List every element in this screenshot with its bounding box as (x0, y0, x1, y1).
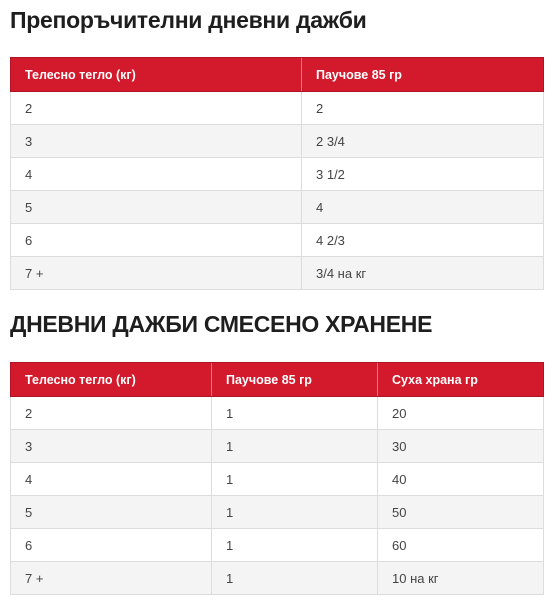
table-row (11, 224, 544, 257)
cell-body-weight: 7 + (11, 257, 302, 290)
cell-body-weight: 2 (11, 92, 302, 125)
cell-dry-food: 30 (378, 430, 544, 463)
cell-pouches: 3 1/2 (302, 158, 544, 191)
table-row (11, 430, 544, 463)
mixed-feeding-table (10, 362, 544, 595)
cell-body-weight: 3 (11, 125, 302, 158)
column-header-body-weight: Телесно тегло (кг) (11, 363, 212, 397)
table-row (11, 191, 544, 224)
cell-pouches: 1 (212, 463, 378, 496)
cell-body-weight: 4 (11, 463, 212, 496)
cell-pouches: 1 (212, 430, 378, 463)
column-header-pouches: Паучове 85 гр (302, 58, 544, 92)
cell-pouches: 1 (212, 562, 378, 595)
cell-body-weight: 7 + (11, 562, 212, 595)
cell-pouches: 3/4 на кг (302, 257, 544, 290)
column-header-pouches: Паучове 85 гр (212, 363, 378, 397)
column-header-dry-food: Суха храна гр (378, 363, 544, 397)
daily-rations-title: Препоръчителни дневни дажби (10, 7, 367, 33)
cell-pouches: 1 (212, 529, 378, 562)
cell-dry-food: 20 (378, 397, 544, 430)
cell-dry-food: 50 (378, 496, 544, 529)
cell-pouches: 2 3/4 (302, 125, 544, 158)
column-header-body-weight: Телесно тегло (кг) (11, 58, 302, 92)
table-row (11, 125, 544, 158)
cell-pouches: 4 (302, 191, 544, 224)
cell-body-weight: 3 (11, 430, 212, 463)
table-row (11, 257, 544, 290)
cell-pouches: 2 (302, 92, 544, 125)
table-row (11, 397, 544, 430)
cell-dry-food: 40 (378, 463, 544, 496)
cell-body-weight: 4 (11, 158, 302, 191)
cell-dry-food: 60 (378, 529, 544, 562)
cell-body-weight: 5 (11, 191, 302, 224)
daily-rations-table (10, 57, 544, 290)
table-header-row (11, 363, 544, 397)
table-row (11, 463, 544, 496)
cell-body-weight: 2 (11, 397, 212, 430)
cell-pouches: 1 (212, 496, 378, 529)
cell-body-weight: 6 (11, 529, 212, 562)
table-row (11, 158, 544, 191)
cell-dry-food: 10 на кг (378, 562, 544, 595)
table-row (11, 562, 544, 595)
table-row (11, 496, 544, 529)
cell-pouches: 1 (212, 397, 378, 430)
table-header-row (11, 58, 544, 92)
table-row (11, 92, 544, 125)
cell-body-weight: 6 (11, 224, 302, 257)
table-row (11, 529, 544, 562)
mixed-feeding-title: ДНЕВНИ ДАЖБИ СМЕСЕНО ХРАНЕНЕ (10, 311, 433, 337)
cell-pouches: 4 2/3 (302, 224, 544, 257)
cell-body-weight: 5 (11, 496, 212, 529)
